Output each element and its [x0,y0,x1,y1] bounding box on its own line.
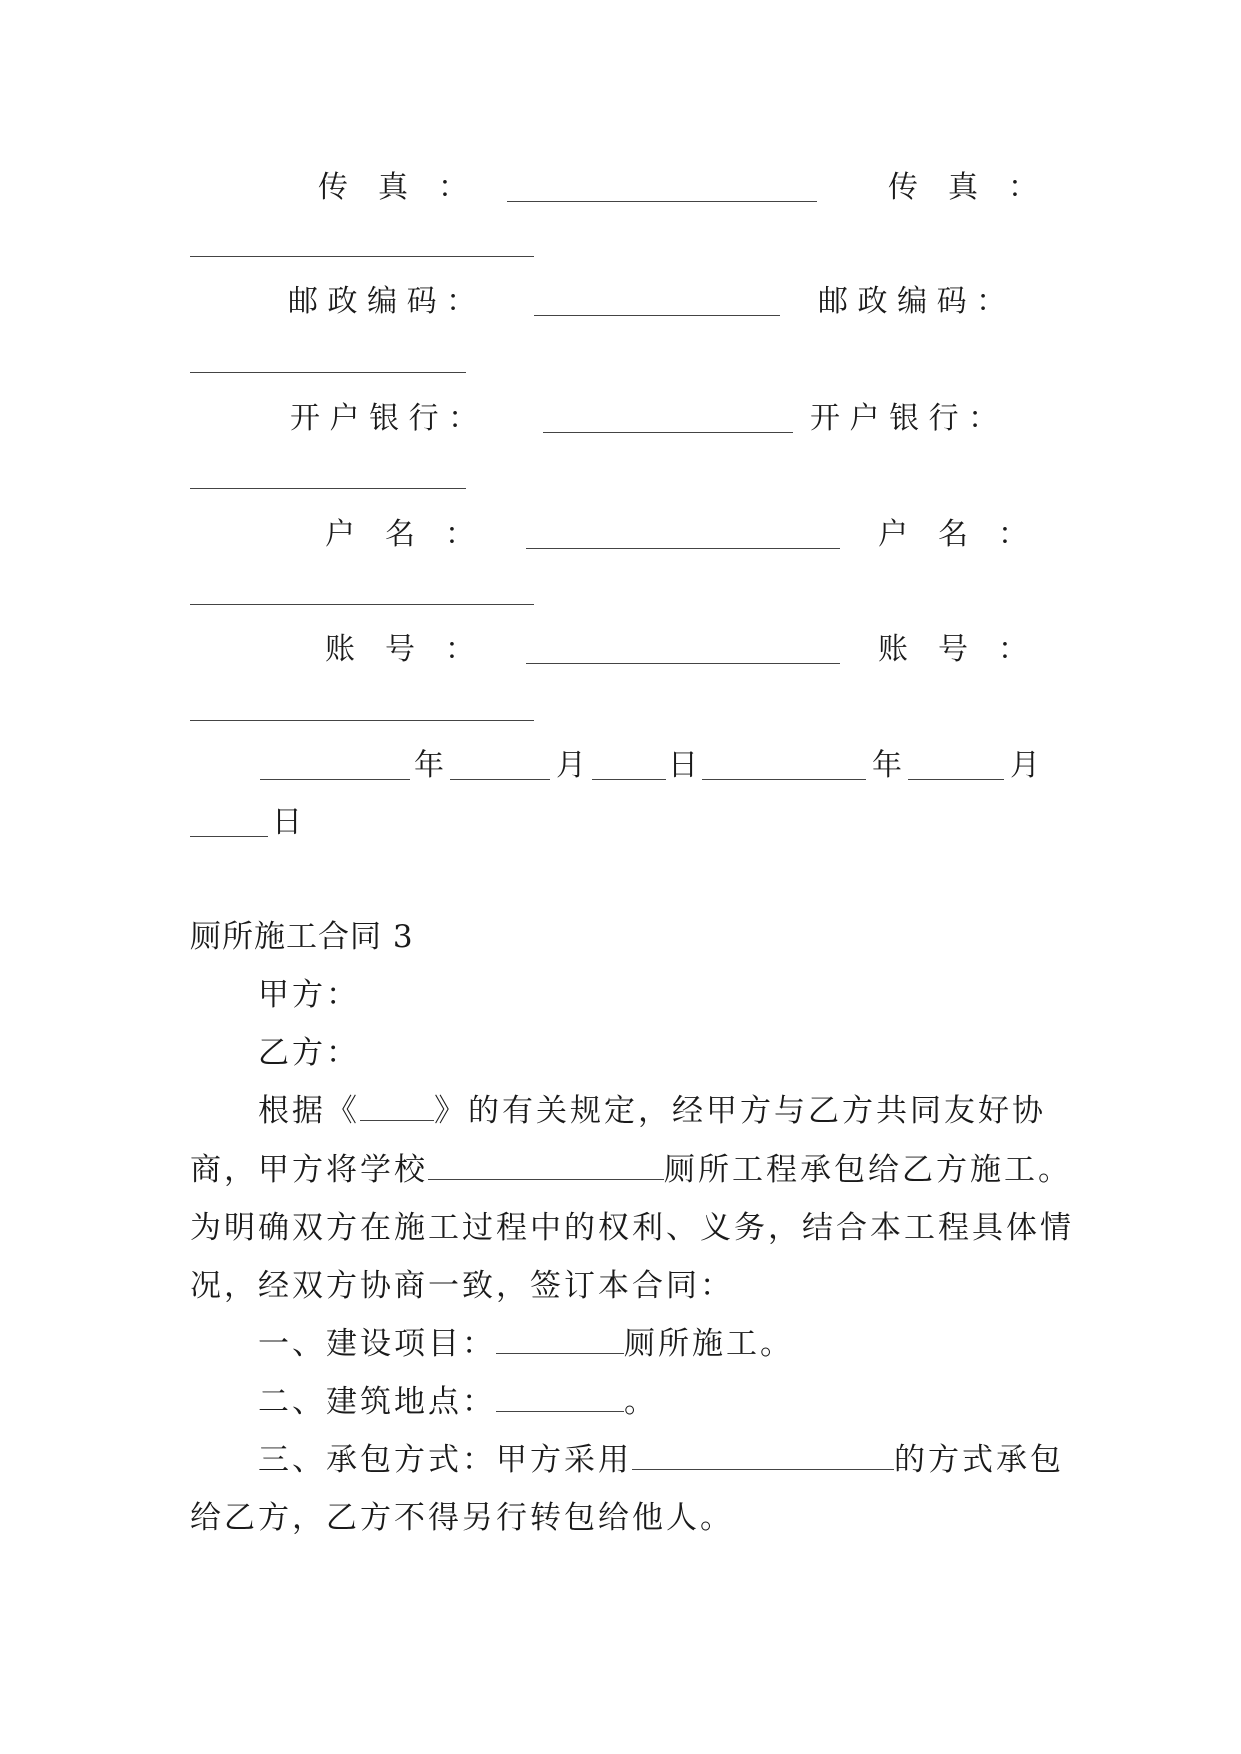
clause-3-line-2: 给乙方，乙方不得另行转包给他人。 [190,1500,734,1536]
bank-blank-b [190,488,466,489]
clause-2-post: 。 [624,1384,658,1420]
intro-line-2 [190,1150,1072,1190]
date-month-a: 月 [556,748,586,783]
clause-1 [258,1324,794,1364]
contract-method-blank [632,1441,894,1470]
clause-1-post: 厕所施工。 [624,1326,794,1362]
fax-label-b: 传 真 ： [888,170,1038,205]
school-name-blank [428,1151,664,1180]
account-no-blank-b [190,720,534,721]
date-month-b: 月 [1010,748,1040,783]
bank-label-a: 开 户 银 行 ： [290,401,479,436]
account-name-blank-b [190,604,534,605]
section-title: 厕所施工合同 3 [190,919,414,955]
account-name-label-b: 户 名 ： [878,517,1028,552]
date-day-a: 日 [668,748,698,783]
fax-blank-a [507,201,817,202]
intro-line-2-post: 厕所工程承包给乙方施工。 [664,1152,1072,1188]
date-year-b: 年 [872,748,902,783]
account-name-blank-a [526,548,840,549]
postcode-blank-b [190,372,466,373]
postcode-blank-a [534,315,780,316]
intro-line-1-post: 》的有关规定，经甲方与乙方共同友好协 [434,1093,1046,1129]
regulation-name-blank [360,1092,434,1121]
account-no-label-a: 账 号 ： [325,632,475,667]
date-day-b: 日 [272,805,302,840]
postcode-label-b: 邮 政 编 码 ： [818,284,1007,319]
date-blank-day-b [190,836,268,837]
site-location-blank [496,1383,624,1412]
clause-2 [258,1382,658,1422]
bank-blank-a [543,432,793,433]
intro-line-1 [258,1091,1046,1131]
date-blank-year-b [702,779,866,780]
clause-1-pre: 一、建设项目： [258,1326,496,1362]
date-year-a: 年 [414,748,444,783]
date-blank-month-a [450,779,550,780]
account-no-label-b: 账 号 ： [878,632,1028,667]
party-a-label: 甲方： [258,977,360,1013]
postcode-label-a: 邮 政 编 码 ： [288,284,477,319]
date-blank-month-b [908,779,1004,780]
clause-3-pre: 三、承包方式：甲方采用 [258,1442,632,1478]
intro-line-4: 况，经双方协商一致，签订本合同： [190,1268,734,1304]
party-b-label: 乙方： [258,1035,360,1071]
fax-label-a: 传 真 ： [318,170,468,205]
date-blank-day-a [592,779,666,780]
intro-line-1-pre: 根据《 [258,1093,360,1129]
bank-label-b: 开 户 银 行 ： [810,401,999,436]
date-blank-year-a [260,779,410,780]
clause-3-post: 的方式承包 [894,1442,1064,1478]
intro-line-3: 为明确双方在施工过程中的权利、义务，结合本工程具体情 [190,1210,1074,1246]
account-no-blank-a [526,663,840,664]
project-name-blank [496,1325,624,1354]
clause-2-pre: 二、建筑地点： [258,1384,496,1420]
clause-3 [258,1440,1064,1480]
intro-line-2-pre: 商，甲方将学校 [190,1152,428,1188]
account-name-label-a: 户 名 ： [325,517,475,552]
fax-blank-b [190,256,534,257]
